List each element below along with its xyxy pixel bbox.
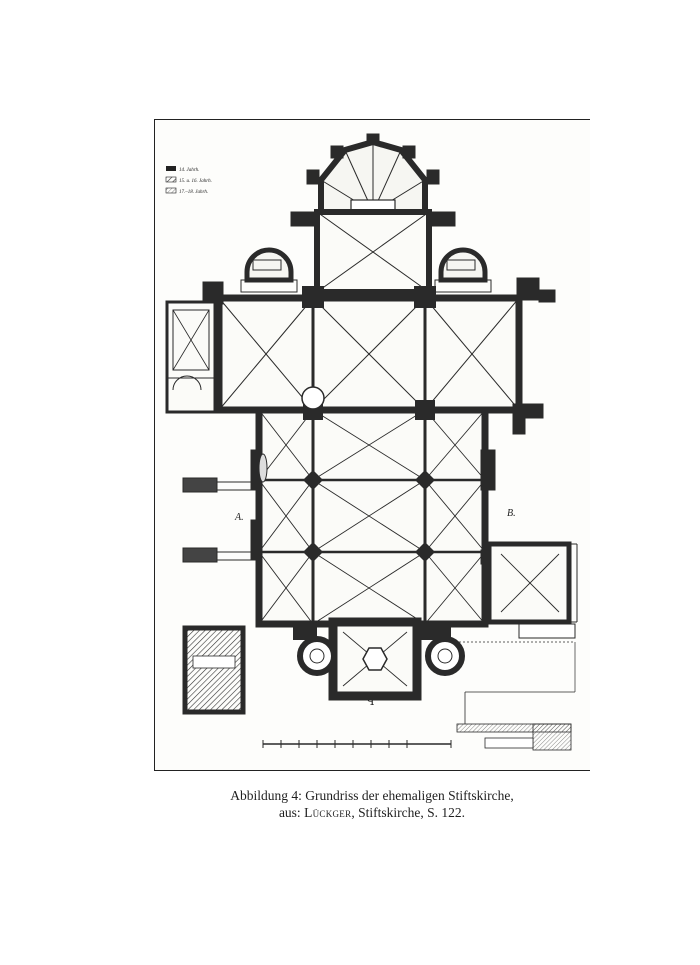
figure-caption-line-1: Abbildung 4: Grundriss der ehemaligen Stiftskirche, <box>230 788 514 803</box>
caption-author: Lückger <box>304 805 352 820</box>
floor-plan-figure <box>154 119 590 771</box>
spiral-stair-crossing <box>302 387 324 409</box>
outbuilding-lines <box>451 624 575 750</box>
caption-prefix: aus: <box>278 805 305 820</box>
side-label-b: B. <box>507 508 516 519</box>
floor-plan-drawing <box>155 120 591 772</box>
choir <box>317 212 429 292</box>
sacristy <box>167 302 215 412</box>
scale-bar <box>263 740 451 748</box>
side-label-a: A. <box>235 512 244 523</box>
south-mark: ꟼ <box>367 696 375 708</box>
right-annex <box>489 544 577 622</box>
west-front <box>293 622 462 696</box>
nave <box>251 410 495 624</box>
church-plan <box>167 134 577 750</box>
figure-caption-line-2 <box>154 804 590 821</box>
legend <box>166 166 212 195</box>
legend-label-3: 17.–18. Jahrh. <box>179 190 209 195</box>
legend-label-2: 15. u. 16. Jahrh. <box>179 179 212 184</box>
detached-building <box>185 628 243 712</box>
caption-source: , Stiftskirche, S. 122. <box>351 805 466 820</box>
legend-label-1: 14. Jahrh. <box>179 168 200 173</box>
